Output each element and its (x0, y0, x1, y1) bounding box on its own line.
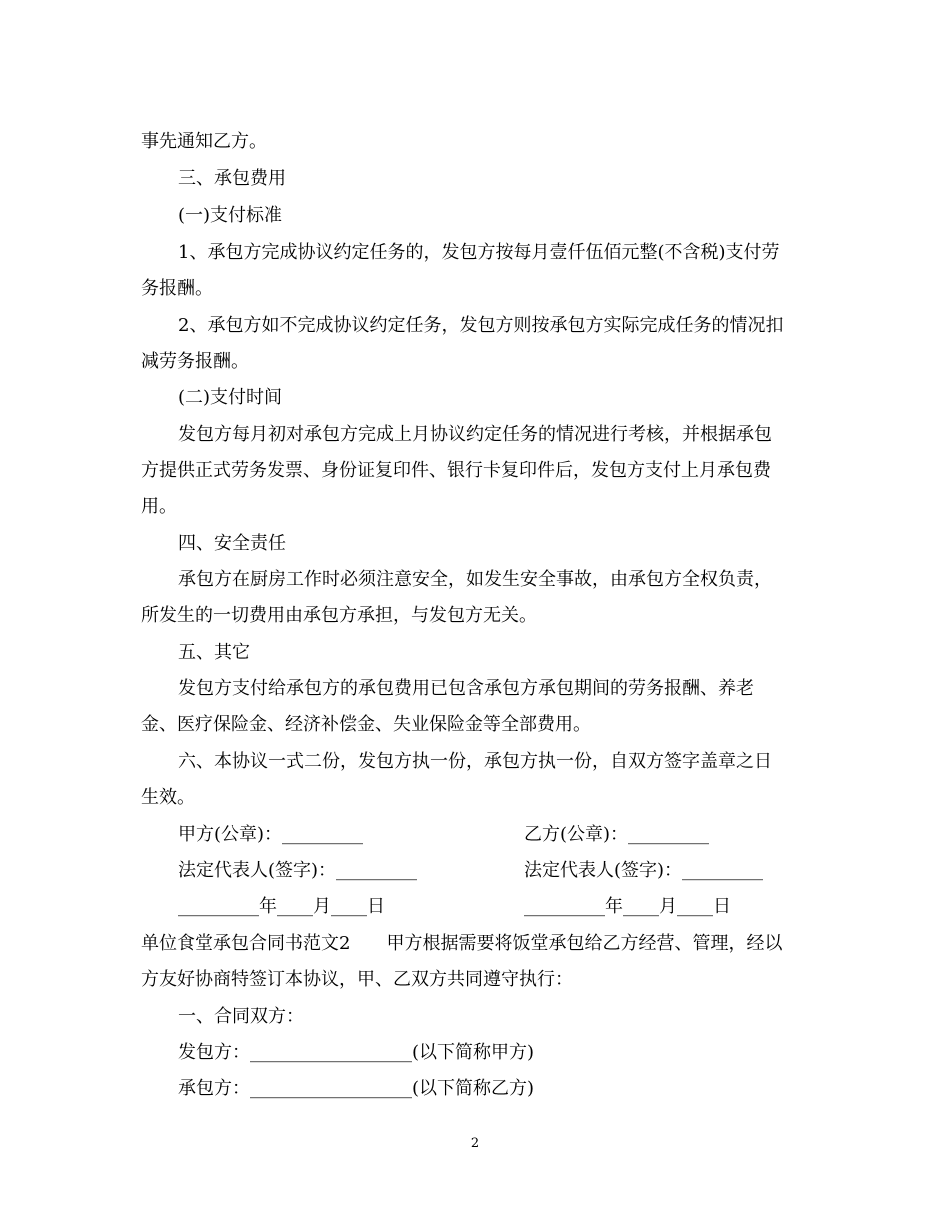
text-line: 事先通知乙方。 (141, 131, 267, 152)
text-line: 金、医疗保险金、经济补偿金、失业保险金等全部费用。 (141, 714, 591, 735)
party-a-date-field: _________年____月____日 (178, 896, 385, 917)
section-heading: 四、安全责任 (178, 533, 286, 554)
section-heading: 五、其它 (178, 642, 250, 663)
employer-field: 发包方：__________________(以下简称甲方) (178, 1042, 535, 1063)
text-line: 所发生的一切费用由承包方承担，与发包方无关。 (141, 605, 537, 626)
subsection-heading: (二)支付时间 (178, 387, 283, 408)
party-a-seal-field: 甲方(公章)：_________ (178, 824, 364, 845)
text-line: 六、本协议一式二份，发包方执一份，承包方执一份，自双方签字盖章之日 (178, 751, 772, 772)
text-line: 务报酬。 (141, 278, 213, 299)
section-heading: 三、承包费用 (178, 168, 286, 189)
text-line: 用。 (141, 496, 177, 517)
text-line: 方提供正式劳务发票、身份证复印件、银行卡复印件后，发包方支付上月承包费 (141, 460, 771, 481)
text-line: 发包方每月初对承包方完成上月协议约定任务的情况进行考核，并根据承包 (178, 424, 772, 445)
page-number: 2 (470, 1136, 480, 1151)
contractor-field: 承包方：__________________(以下简称乙方) (178, 1078, 535, 1099)
text-line: 1、承包方完成协议约定任务的，发包方按每月壹仟伍佰元整(不含税)支付劳 (178, 242, 780, 263)
section-heading: 一、合同双方： (178, 1006, 304, 1027)
text-line: 承包方在厨房工作时必须注意安全，如发生安全事故，由承包方全权负责， (178, 569, 772, 590)
subsection-heading: (一)支付标准 (178, 205, 283, 226)
party-a-representative-field: 法定代表人(签字)：_________ (178, 860, 418, 881)
text-line: 方友好协商特签订本协议，甲、乙双方共同遵守执行： (141, 969, 573, 990)
contract-title-line: 单位食堂承包合同书范文2 甲方根据需要将饭堂承包给乙方经营、管理，经以 (141, 933, 783, 954)
text-line: 减劳务报酬。 (141, 351, 249, 372)
text-line: 发包方支付给承包方的承包费用已包含承包方承包期间的劳务报酬、养老 (178, 678, 754, 699)
party-b-date-field: _________年____月____日 (524, 896, 731, 917)
party-b-seal-field: 乙方(公章)：_________ (524, 824, 710, 845)
text-line: 生效。 (141, 787, 195, 808)
party-b-representative-field: 法定代表人(签字)：_________ (524, 860, 764, 881)
text-line: 2、承包方如不完成协议约定任务，发包方则按承包方实际完成任务的情况扣 (178, 315, 784, 336)
